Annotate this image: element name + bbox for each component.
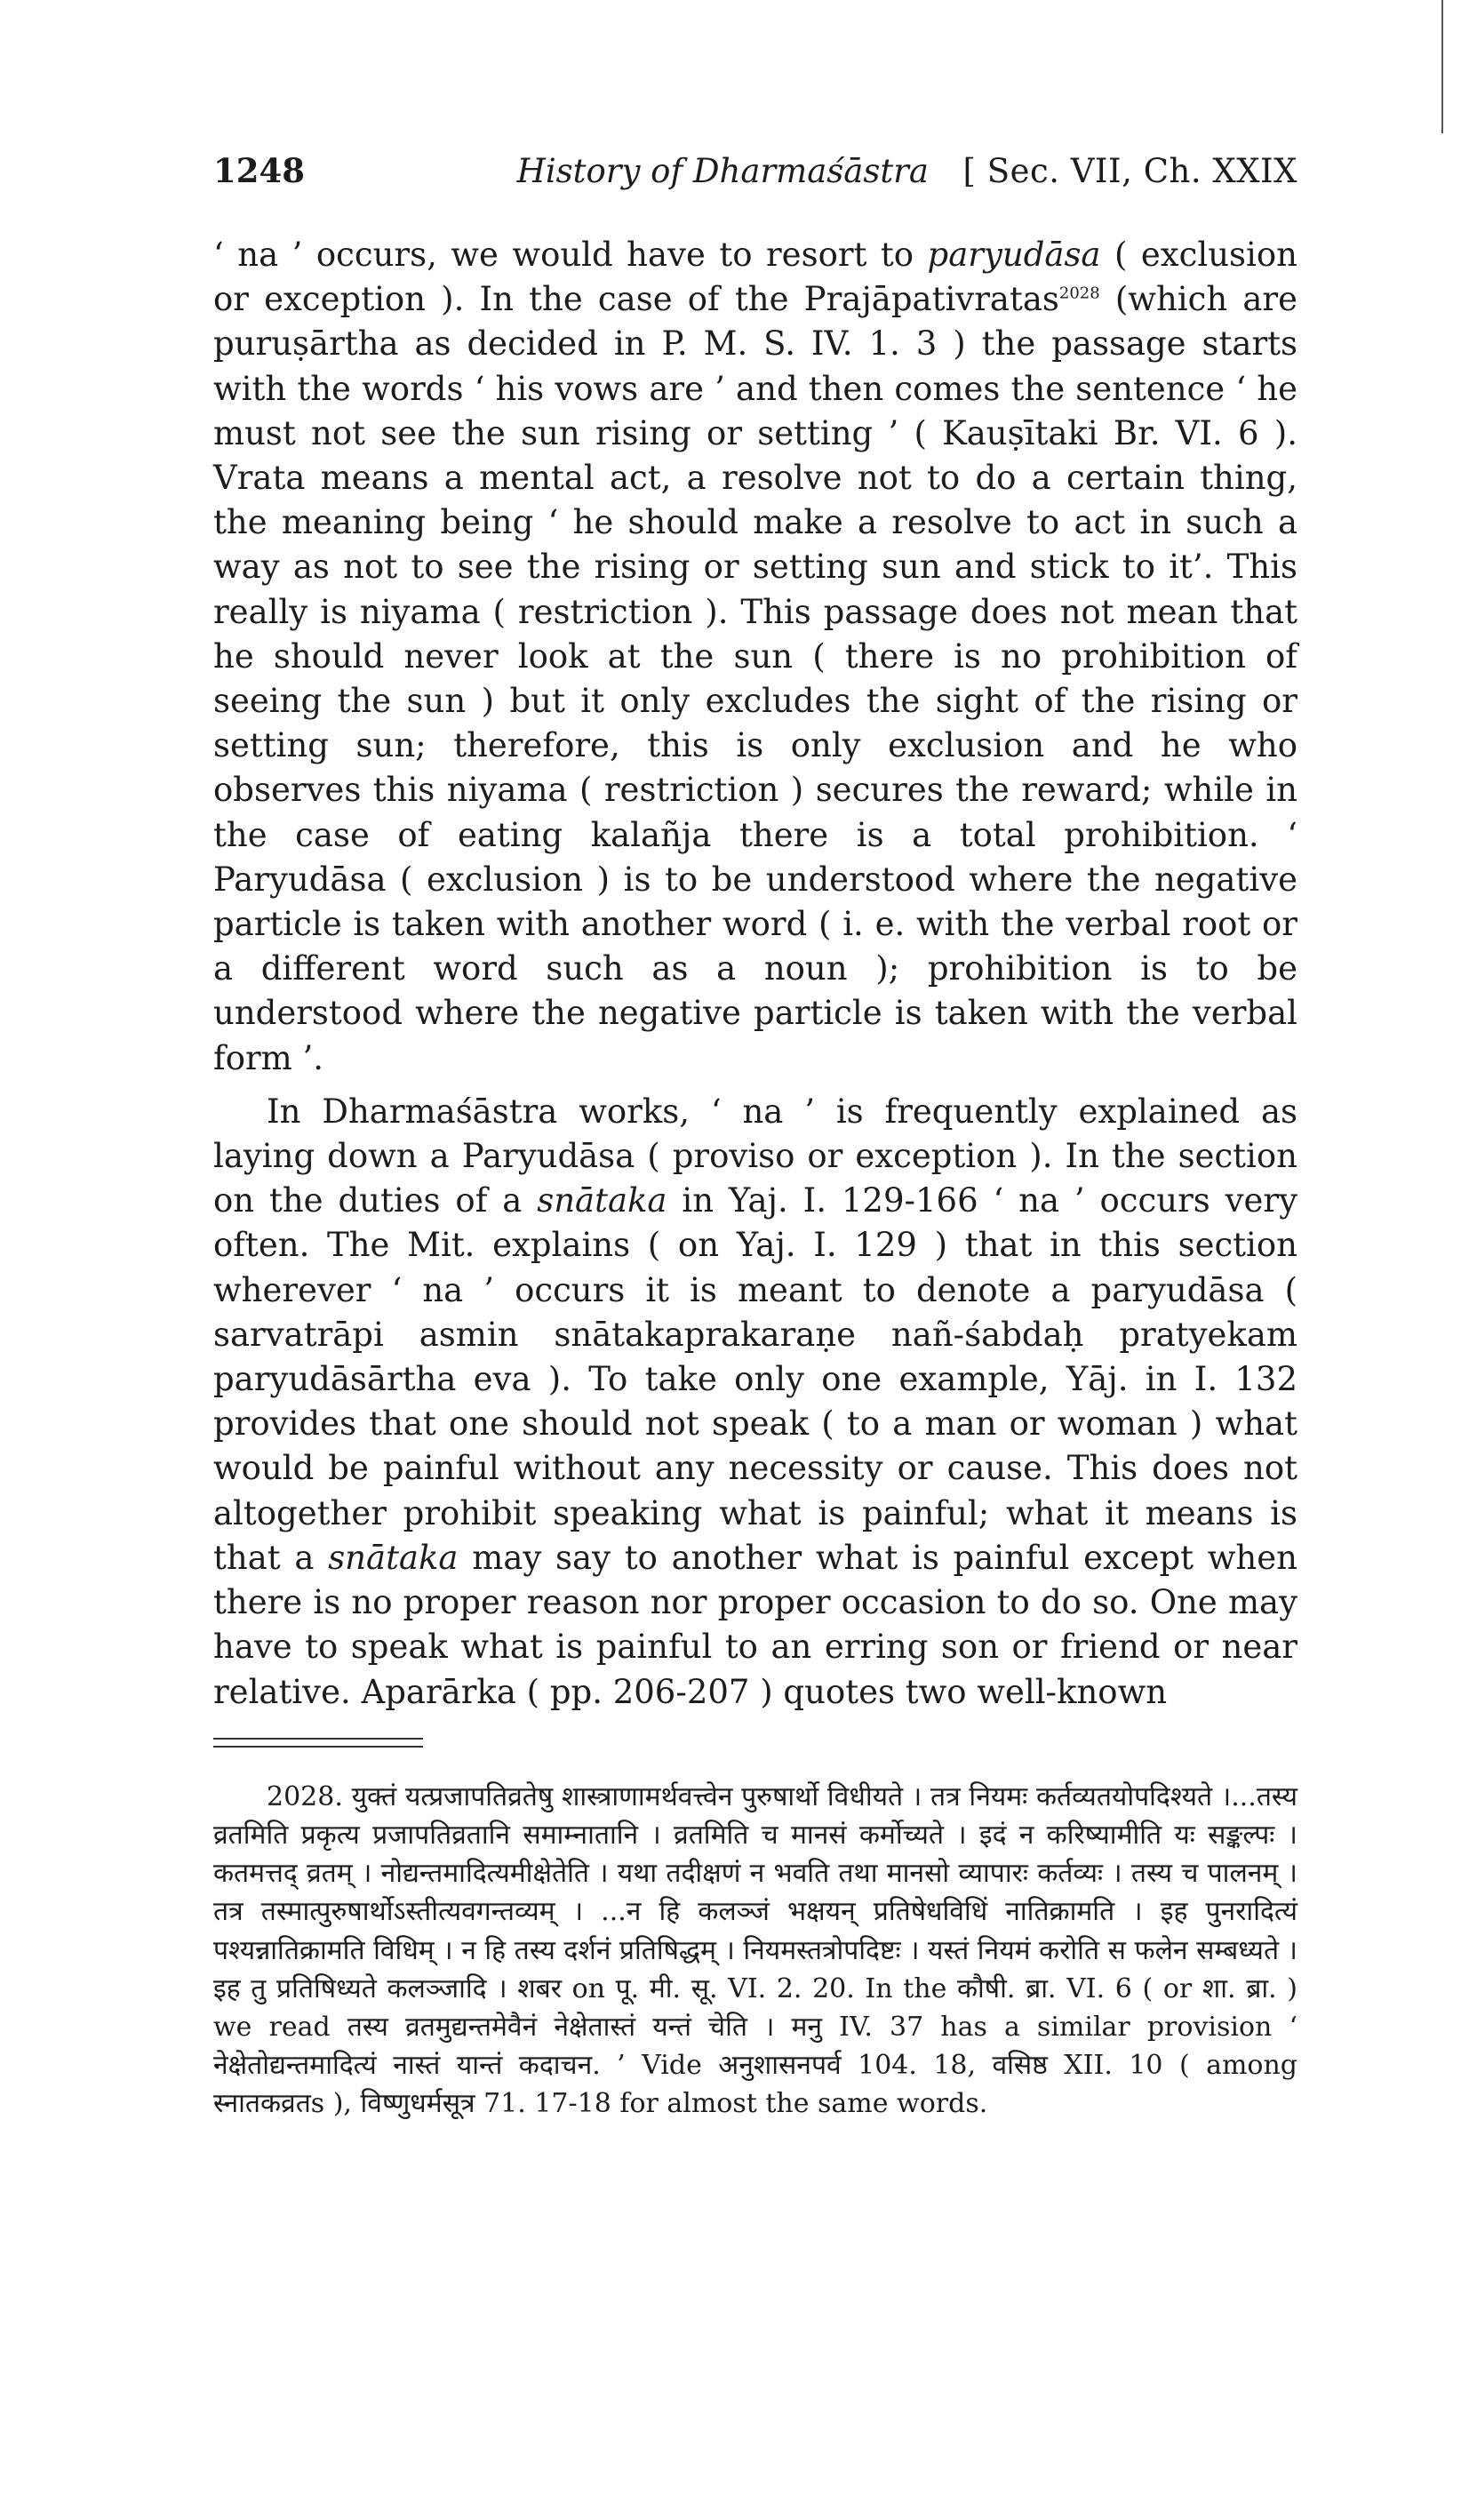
paragraph-2 xyxy=(213,1090,1297,1715)
footnote-marker: 2028 xyxy=(1058,284,1100,303)
footnote xyxy=(213,1778,1297,2124)
paragraph-1 xyxy=(213,233,1297,1081)
running-head xyxy=(213,151,1297,204)
paragraph-1-text-a: ‘ na ’ occurs, we would have to resort to xyxy=(213,236,928,274)
section-reference: [ Sec. VII, Ch. XXIX xyxy=(962,152,1297,190)
paragraph-2-text-c: may say to another what is painful except when there is no proper reason nor proper occasion to do so. One may have to speak what is painful to an erring son or friend or near relative. Aparārka ( pp. 206-207 ) quotes two well-known xyxy=(213,1538,1297,1711)
footnote-divider-second xyxy=(213,1746,423,1748)
paragraph-2-text-a: In Dharmaśāstra works, ‘ na ’ is frequently explained as laying down a Paryudāsa ( proviso or exception ). In the section on the duties of a xyxy=(213,1092,1297,1220)
book-title: History of Dharmaśāstra xyxy=(516,152,929,190)
footnote-text: युक्तं यत्प्रजापतिव्रतेषु शास्त्राणामर्थवत्त्वेन पुरुषार्थो विधीयते । तत्र नियमः कर्तव्यतयोपदिश्यते ।...तस्य व्रतमिति प्रकृत्य प्रजापतिव्रतानि समाम्नातानि । व्रतमिति च मानसं कर्मोच्यते । इदं न करिष्यामीति यः सङ्कल्पः । कतमत्तद् व्रतम् । नोद्यन्तमादित्यमीक्षेतेति । यथा तदीक्षणं न भवति तथा मानसो व्यापारः कर्तव्यः । तस्य च पालनम् । तत्र तस्मात्पुरुषार्थोऽस्तीत्यवगन्तव्यम् । ...न हि कलञ्जं भक्षयन् प्रतिषेधविधिं नातिक्रामति । इह पुनरादित्यं पश्यन्नातिक्रामति विधिम् । न हि तस्य दर्शनं प्रतिषिद्धम् । नियमस्तत्रोपदिष्टः । यस्तं नियमं करोति स फलेन सम्बध्यते । इह तु प्रतिषिध्यते कलञ्जादि । शबर on पू. मी. सू. VI. 2. 20. In the कौषी. ब्रा. VI. 6 ( or शा. ब्रा. ) we read तस्य व्रतमुद्यन्तमेवैनं नेक्षेतास्तं यन्तं चेति । मनु IV. 37 has a similar provision ‘ नेक्षेतोद्यन्तमादित्यं नास्तं यान्तं कदाचन. ’ Vide अनुशासनपर्व 104. 18, वसिष्ठ XII. 10 ( among स्नातकव्रतs ), विष्णुधर्मसूत्र 71. 17-18 for almost the same words. xyxy=(213,1780,1297,2120)
footnote-number: 2028. xyxy=(267,1780,343,1812)
term-paryudasa: paryudāsa xyxy=(927,236,1101,274)
term-snataka-2: snātaka xyxy=(328,1538,459,1577)
term-snataka: snātaka xyxy=(537,1181,667,1220)
page xyxy=(213,151,1297,2124)
paragraph-1-text-c: (which are puruṣārtha as decided in P. M. S. IV. 1. 3 ) the passage starts with the words ‘ his vows are ’ and then comes the sentence ‘ he must not see the sun rising or setting ’ ( Kauṣītaki Br. VI. 6 ). Vrata means a mental act, a resolve not to do a certain thing, the meaning being ‘ he should make a resolve to act in such a way as not to see the rising or setting sun and stick to it’. This really is niyama ( restriction ). This passage does not mean that he should never look at the sun ( there is no prohibition of seeing the sun ) but it only excludes the sight of the rising or setting sun; therefore, this is only exclusion and he who observes this niyama ( restriction ) secures the reward; while in the case of eating kalañja there is a total prohibition. ‘ Paryudāsa ( exclusion ) is to be understood where the negative particle is taken with another word ( i. e. with the verbal root or a different word such as a noun ); prohibition is to be understood where the negative particle is taken with the verbal form ’. xyxy=(213,280,1297,1077)
footnote-divider xyxy=(213,1738,423,1740)
paragraph-2-text-b: in Yaj. I. 129-166 ‘ na ’ occurs very often. The Mit. explains ( on Yaj. I. 129 ) that in this section wherever ‘ na ’ occurs it is meant to denote a paryudāsa ( sarvatrāpi asmin snātakaprakaraṇe nañ-śabdaḥ pratyekam paryudāsārtha eva ). To take only one example, Yāj. in I. 132 provides that one should not speak ( to a man or woman ) what would be painful without any necessity or cause. This does not altogether prohibit speaking what is painful; what it means is that a xyxy=(213,1181,1298,1577)
paragraph-1-text-b: ( exclusion or exception ). In the case of the Prajāpativratas xyxy=(213,236,1297,319)
margin-rule xyxy=(1441,0,1443,133)
page-number: 1248 xyxy=(213,151,305,190)
